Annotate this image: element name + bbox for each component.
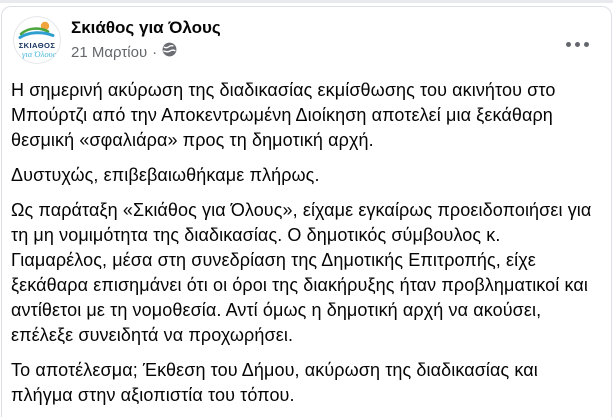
post-header xyxy=(2,7,611,64)
logo-text-line1: ΣΚΙΑΘΟΣ xyxy=(18,41,56,50)
post-text xyxy=(2,64,611,408)
facebook-post-card xyxy=(1,6,612,417)
logo-text-line2: για Όλους xyxy=(21,49,57,59)
post-paragraph: Δυστυχώς, επιβεβαιωθήκαμε πλήρως. xyxy=(11,165,320,185)
post-paragraph: Η σημερινή ακύρωση της διαδικασίας εκμίσθωσης του ακινήτου στο Μπούρτζι από την Αποκεντρωμένη Διοίκηση αποτελεί μια ξεκάθαρη θεσμική «σφαλιάρα» προς τη δημοτική αρχή. xyxy=(11,80,556,150)
dot-separator: · xyxy=(152,43,158,61)
globe-icon xyxy=(162,42,177,63)
ellipsis-icon xyxy=(566,42,571,47)
page-logo-skiathos xyxy=(13,16,61,64)
page-background-gap xyxy=(0,0,613,3)
post-options-button[interactable] xyxy=(560,36,595,53)
ellipsis-icon xyxy=(575,42,580,47)
page-avatar[interactable] xyxy=(13,16,61,64)
timestamp-row xyxy=(71,42,221,63)
ellipsis-icon xyxy=(584,42,589,47)
post-header-meta xyxy=(71,16,221,63)
timestamp-link[interactable]: 21 Μαρτίου xyxy=(71,43,148,61)
page-name-link[interactable]: Σκιάθος για Όλους xyxy=(71,18,221,37)
post-paragraph: Το αποτέλεσμα; Έκθεση του Δήμου, ακύρωση της διαδικασίας και πλήγμα στην αξιοπιστία του τόπου. xyxy=(11,360,538,405)
post-paragraph: Ως παράταξη «Σκιάθος για Όλους», είχαμε εγκαίρως προειδοποιήσει για τη μη νομιμότητα της διαδικασίας. Ο δημοτικός σύμβουλος κ. Γιαμαρέλος, μέσα στη συνεδρίαση της Δημοτικής Επιτροπής, είχε ξεκάθαρα επισημάνει ότι οι όροι της διακήρυξης ήταν προβληματικοί και αντίθετοι με τη νομοθεσία. Αντί όμως η δημοτική αρχή να ακούσει, επέλεξε συνειδητά να προχωρήσει. xyxy=(11,200,592,345)
